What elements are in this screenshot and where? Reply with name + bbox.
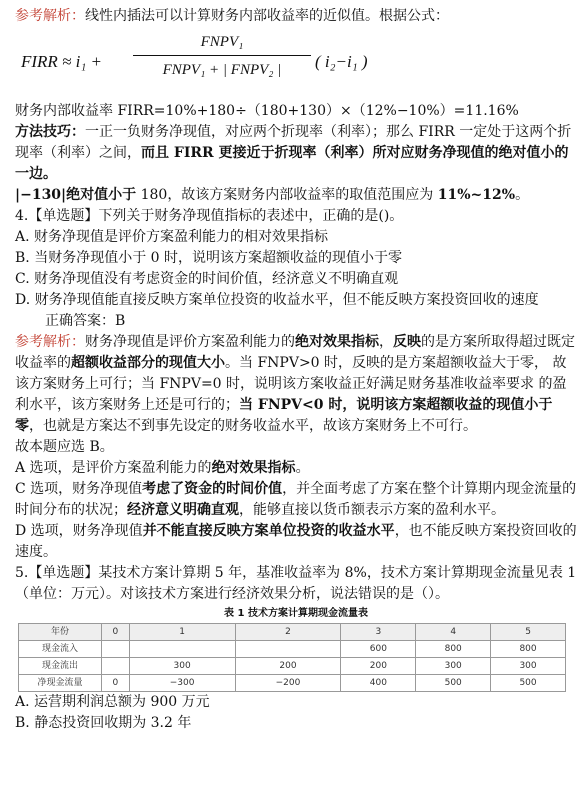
table-title: 表 1 技术方案计算期现金流量表 — [224, 608, 368, 619]
table-header-cell: 4 — [416, 624, 491, 641]
irr-range-value: 11%~12% — [437, 187, 516, 203]
table-row — [19, 641, 566, 658]
analysis-intro — [15, 6, 577, 27]
analysis-emphasis: 考虑了资金的时间价值 — [142, 481, 283, 497]
formula-denominator: FNPV₁ + | FNPV₂ | — [162, 62, 282, 78]
analysis-conclusion: 故本题应选 B。 — [15, 439, 114, 455]
table-header-cell: 年份 — [19, 624, 102, 641]
question-4-option-d: D. 财务净现值能直接反映方案单位投资的收益水平，但不能反映方案投资回收的速度 — [15, 292, 539, 308]
formula-rhs: ( i₂−i₁ ) — [315, 52, 368, 71]
table-cell — [129, 641, 235, 658]
analysis-option-c — [15, 479, 577, 521]
analysis-text: D 选项，财务净现值 — [15, 523, 143, 539]
table-row — [19, 675, 566, 692]
analysis-text: 。 — [295, 460, 310, 476]
table-cell — [102, 658, 130, 675]
table-cell: 300 — [491, 658, 566, 675]
question-4-option-a: A. 财务净现值是评价方案盈利能力的相对效果指标 — [15, 229, 329, 245]
analysis-text: ，并全面考虑了方案在整个计算期内现金流量的时间分布的状况； — [15, 481, 577, 518]
analysis-emphasis: 绝对效果指标 — [211, 460, 296, 476]
cash-flow-table — [18, 623, 566, 692]
question-4-stem: 4.【单选题】下列关于财务净现值指标的表述中，正确的是()。 — [15, 208, 404, 224]
table-cell: −200 — [235, 675, 341, 692]
table-header-cell: 3 — [341, 624, 416, 641]
analysis-text: C 选项，财务净现值 — [15, 481, 143, 497]
analysis-emphasis: 超额收益部分的现值大小 — [71, 355, 225, 371]
question-4-analysis — [15, 332, 577, 437]
irr-range-end: 。 — [515, 187, 530, 203]
question-4-answer: 正确答案：B — [45, 313, 126, 329]
table-cell: 600 — [341, 641, 416, 658]
analysis-emphasis: 经济意义明确直观 — [127, 502, 239, 518]
analysis-text: A 选项，是评价方案盈利能力的 — [15, 460, 212, 476]
question-5-option-a: A. 运营期利润总额为 900 万元 — [15, 694, 210, 710]
table-header-row — [19, 624, 566, 641]
method-tip-text: 一正一负财务净现值，对应两个折现率（利率）；那么 FIRR 一定处于这两个折现率（利率）之间， — [15, 124, 572, 161]
fraction-bar — [133, 55, 311, 56]
method-tip — [15, 122, 577, 185]
firr-calculation: 财务内部收益率 FIRR=10%+180÷（180+130）×（12%−10%）=11.16% — [15, 103, 519, 119]
question-5-option-b: B. 静态投资回收期为 3.2 年 — [15, 715, 192, 731]
analysis-text: 。当 FNPV>0 时，反映的是方案超额收益大于零， 故该方案财务上可行；当 FNPV=0 时，说明该方案收益正好满足财务基准收益率要求 的盈利水平，该方案财务上还是可行的； — [15, 355, 567, 413]
firr-formula — [15, 29, 577, 95]
analysis-label: 参考解析： — [15, 334, 85, 350]
method-tip-emphasis: 而且 FIRR 更接近于折现率（利率）所对应财务净现值的绝对值小的一边。 — [15, 145, 569, 182]
analysis-option-a — [15, 458, 577, 479]
question-4-option-b: B. 当财务净现值小于 0 时，说明该方案超额收益的现值小于零 — [15, 250, 402, 266]
table-cell: 0 — [102, 675, 130, 692]
analysis-text: ，也就是方案达不到事先设定的财务收益水平，故该方案财务上不可行。 — [29, 418, 477, 434]
formula-fraction — [133, 31, 311, 82]
irr-range — [15, 185, 577, 206]
table-cell: 300 — [416, 658, 491, 675]
table-row — [19, 658, 566, 675]
analysis-text: 的是方案所取得超过既定收益率的 — [15, 334, 575, 371]
table-cell: 现金流入 — [19, 641, 102, 658]
table-cell: 500 — [491, 675, 566, 692]
analysis-emphasis: 反映 — [393, 334, 421, 350]
analysis-text: ，也不能反映方案投资回收的速度。 — [15, 523, 577, 560]
document-page — [15, 6, 577, 734]
table-cell — [102, 641, 130, 658]
table-cell: 800 — [491, 641, 566, 658]
table-cell: 400 — [341, 675, 416, 692]
table-cell: 净现金流量 — [19, 675, 102, 692]
table-cell: 200 — [341, 658, 416, 675]
analysis-intro-text: 线性内插法可以计算财务内部收益率的近似值。根据公式： — [85, 8, 449, 24]
method-tip-label: 方法技巧： — [15, 124, 85, 140]
table-header-cell: 2 — [235, 624, 341, 641]
analysis-emphasis: 并不能直接反映方案单位投资的收益水平 — [142, 523, 395, 539]
irr-range-text: 180，故该方案财务内部收益率的取值范围应为 — [136, 187, 438, 203]
table-cell: −300 — [129, 675, 235, 692]
table-cell: 300 — [129, 658, 235, 675]
table-cell — [235, 641, 341, 658]
analysis-text: ，能够直接以货币额表示方案的盈利水平。 — [239, 502, 505, 518]
analysis-label: 参考解析： — [15, 8, 85, 24]
analysis-text: ， — [379, 334, 393, 350]
analysis-emphasis: 当 FNPV<0 时，说明该方案超额收益的现值小于零 — [15, 397, 553, 434]
table-header-cell: 5 — [491, 624, 566, 641]
table-header-cell: 0 — [102, 624, 130, 641]
table-header-cell: 1 — [129, 624, 235, 641]
formula-numerator: FNPV₁ — [200, 34, 244, 50]
table-cell: 200 — [235, 658, 341, 675]
table-cell: 800 — [416, 641, 491, 658]
analysis-text: 财务净现值是评价方案盈利能力的 — [85, 334, 295, 350]
question-4-option-c: C. 财务净现值没有考虑资金的时间价值，经济意义不明确直观 — [15, 271, 399, 287]
table-cell: 现金流出 — [19, 658, 102, 675]
table-cell: 500 — [416, 675, 491, 692]
irr-range-bold-start: |−130|绝对值小于 — [15, 187, 137, 203]
analysis-option-d — [15, 521, 577, 563]
analysis-emphasis: 绝对效果指标 — [295, 334, 379, 350]
formula-lhs: FIRR ≈ i₁ + — [21, 52, 102, 71]
question-5-stem: 5.【单选题】某技术方案计算期 5 年，基准收益率为 8%，技术方案计算期现金流量见表 1（单位：万元）。对该技术方案进行经济效果分析，说法错误的是（）。 — [15, 565, 577, 602]
